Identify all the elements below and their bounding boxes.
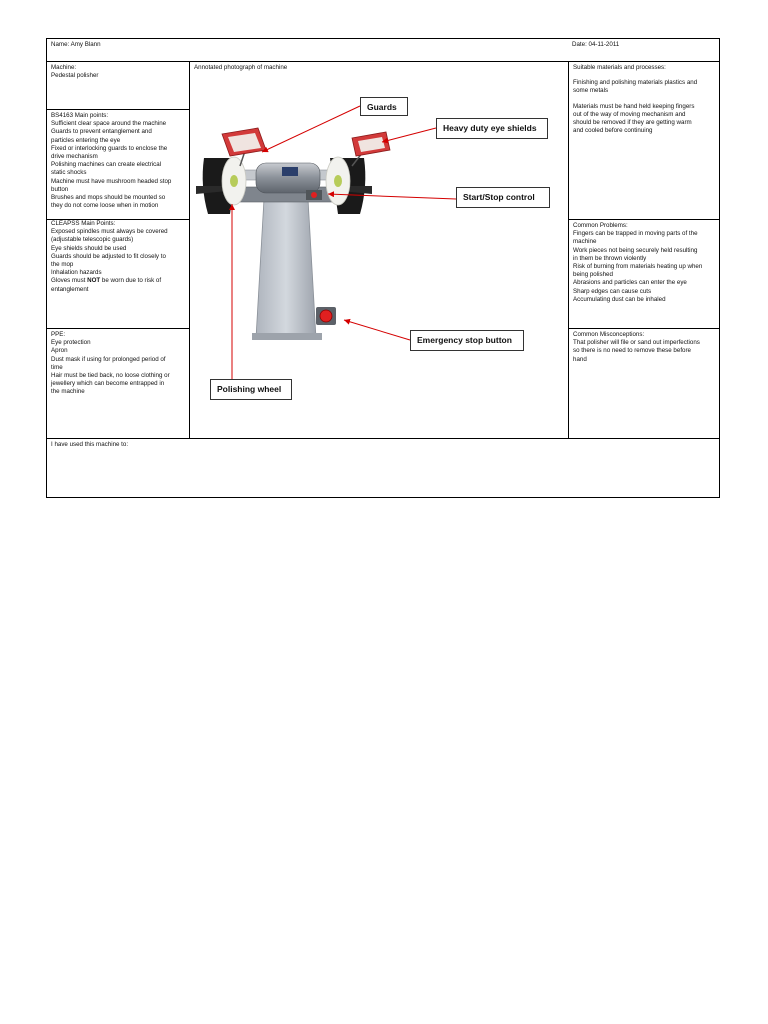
photo-label: Annotated photograph of machine [194,64,288,71]
cleapss-line: Exposed spindles must always be covered [51,228,168,236]
bs4163-line: button [51,185,69,193]
bs4163-cell [47,110,189,219]
problems-line: Work pieces not being securely held resulting [573,246,698,254]
callout-start-stop: Start/Stop control [456,187,550,208]
materials-line: out of the way of moving mechanism and [573,110,686,118]
machine-label: Machine: [51,64,77,71]
problems-title: Common Problems: [573,222,628,229]
problems-line: Fingers can be trapped in moving parts of the [573,230,698,238]
bs4163-line: Guards to prevent entanglement and [51,128,152,136]
problems-line: Abrasions and particles can enter the eye [573,279,687,287]
materials-title: Suitable materials and processes: [573,64,666,71]
problems-line: Accumulating dust can be inhaled [573,295,666,303]
misconceptions-line: so there is no need to remove these before [573,347,691,355]
materials-cell [569,62,719,219]
problems-line: machine [573,238,597,246]
ppe-line: the machine [51,388,85,396]
cleapss-cell [47,220,189,328]
callout-eye-shields: Heavy duty eye shields [436,118,548,139]
ppe-title: PPE: [51,331,66,338]
cleapss-line: (adjustable telescopic guards) [51,236,134,244]
problems-line: Sharp edges can cause cuts [573,287,652,295]
bs4163-line: Brushes and mops should be mounted so [51,193,166,201]
problems-cell [569,220,719,328]
bs4163-line: drive mechanism [51,152,98,160]
misconceptions-title: Common Misconceptions: [573,331,645,338]
callout-polishing-wheel: Polishing wheel [210,379,292,400]
cleapss-line: Guards should be adjusted to fit closely to [51,252,166,260]
name-cell [47,39,347,61]
cleapss-title: CLEAPSS Main Points: [51,220,116,227]
used-machine-label: I have used this machine to: [51,441,129,448]
bs4163-line: Fixed or interlocking guards to enclose the [51,144,168,152]
bs4163-line: particles entering the eye [51,136,121,144]
bs4163-line: they do not come loose when in motion [51,202,159,210]
student-name: Name: Amy Blann [51,41,101,48]
cleapss-line: Inhalation hazards [51,269,102,277]
problems-line: in them be thrown violently [573,254,647,262]
problems-line: Risk of burning from materials heating up when [573,262,703,270]
gloves-not-emphasis: NOT [87,277,101,285]
ppe-line: Apron [51,347,68,355]
bs4163-line: static shocks [51,169,87,177]
materials-line: and cooled before continuing [573,127,653,135]
callout-emergency-stop: Emergency stop button [410,330,524,351]
callout-guards: Guards [360,97,408,116]
materials-line: Materials must be hand held keeping fingers [573,102,695,110]
materials-line: some metals [573,87,609,95]
used-machine-cell [47,439,719,497]
gloves-text: Gloves must [51,277,88,285]
cleapss-line: the mop [51,260,74,268]
ppe-line: Hair must be tied back, no loose clothing or [51,371,170,379]
misconceptions-cell [569,329,719,438]
bs4163-line: Polishing machines can create electrical [51,161,162,169]
ppe-line: Eye protection [51,339,91,347]
ppe-line: time [51,363,63,371]
cleapss-line: entanglement [51,285,89,293]
bs4163-line: Machine must have mushroom headed stop [51,177,172,185]
misconceptions-line: hand [573,355,587,363]
date-value: Date: 04-11-2011 [572,41,620,48]
bs4163-line: Sufficient clear space around the machine [51,120,167,128]
machine-cell [47,62,189,109]
misconceptions-line: That polisher will file or sand out imperfections [573,339,700,347]
cleapss-line: Eye shields should be used [51,244,127,252]
bs4163-title: BS4163 Main points: [51,112,109,119]
gloves-text: be worn due to risk of [100,277,162,285]
date-cell [568,39,719,61]
ppe-line: jewellery which can become entrapped in [51,380,165,388]
materials-line: Finishing and polishing materials plastics and [573,79,698,87]
machine-value: Pedestal polisher [51,72,99,80]
problems-line: being polished [573,271,613,279]
ppe-cell [47,329,189,438]
ppe-line: Dust mask if using for prolonged period of [51,355,166,363]
gloves-warning [51,277,185,285]
materials-line: should be removed if they are getting warm [573,118,692,126]
